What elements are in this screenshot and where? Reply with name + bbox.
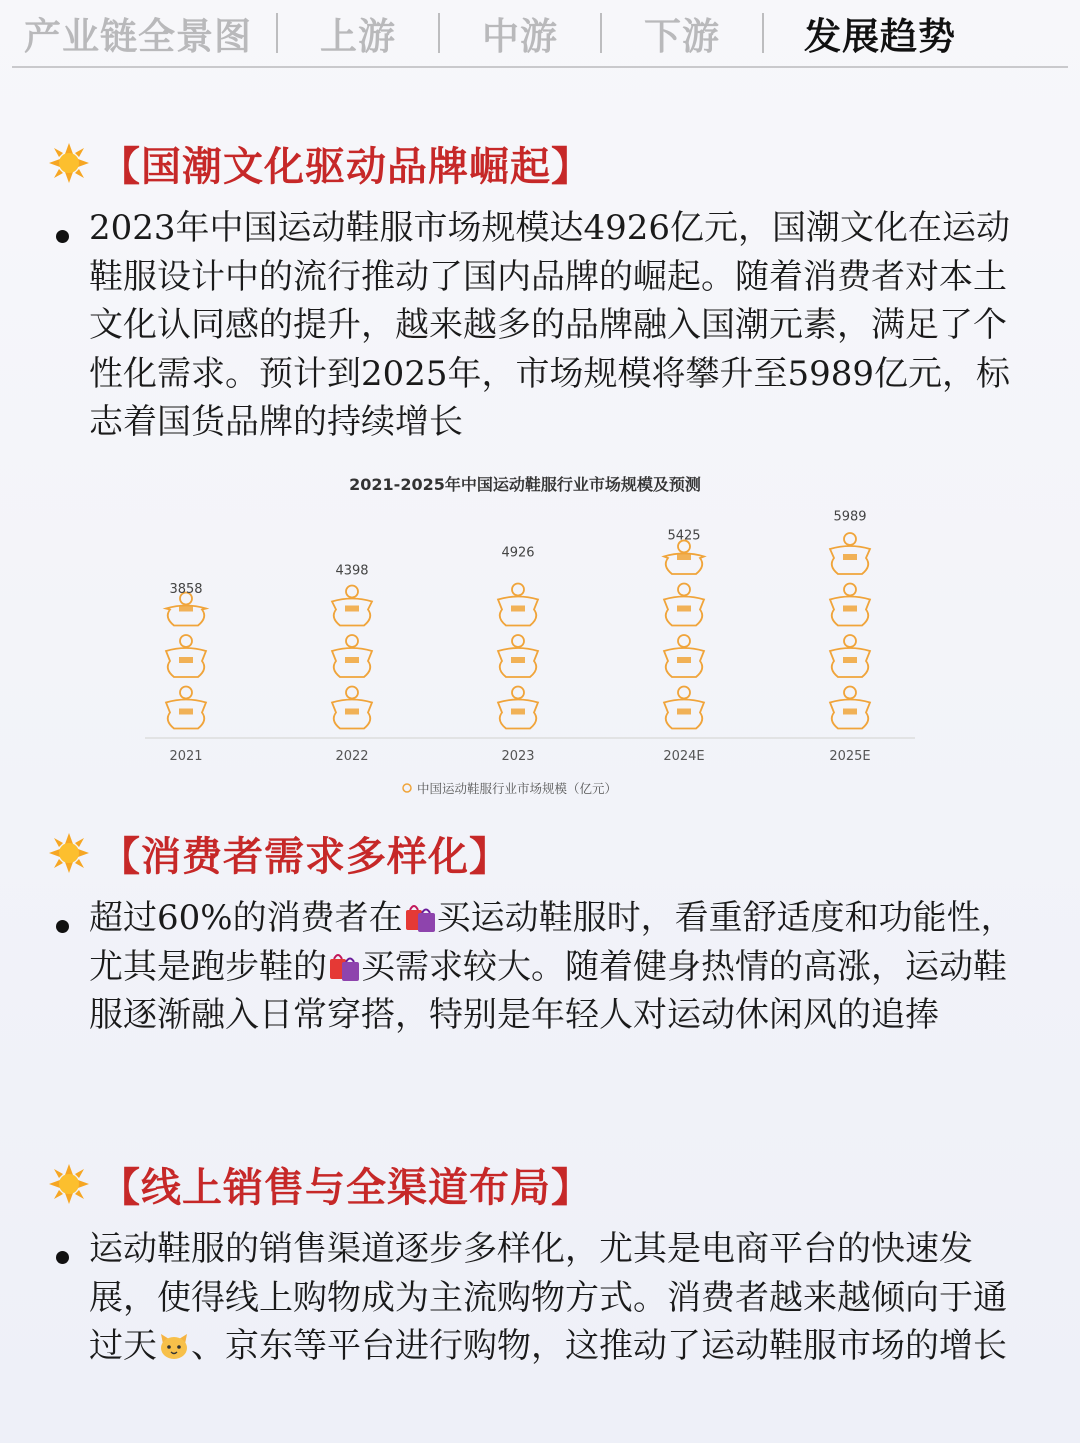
data-label: 5989 [833,509,867,525]
section-title: 【国潮文化驱动品牌崛起】 [100,142,592,190]
tab-trends[interactable]: 发展趋势 [804,14,956,58]
jersey-icon [166,687,206,729]
tab-divider [600,13,602,53]
tab-bar [12,0,1068,68]
paragraph-text: 买需求较大。随着健身热情的高涨，运动鞋服逐渐融入日常穿搭，特别是年轻人对运动休闲风的追捧 [89,946,1007,1035]
bar-2024E [664,540,704,728]
jersey-icon [498,584,538,626]
jersey-icon [498,687,538,729]
section-header [48,136,1038,190]
section-header [48,1157,1038,1211]
section-online [48,1157,1038,1371]
jersey-icon [332,585,372,625]
jersey-icon [664,687,704,729]
paragraph-text: 买运动鞋服时，看重舒适度和功能性，尤其是跑步鞋的 [89,898,1015,987]
tab-downstream[interactable]: 下游 [644,14,720,58]
cat-face-icon [157,1328,191,1362]
chart-title: 2021-2025年中国运动鞋服行业市场规模及预测 [349,475,701,494]
data-label: 3858 [169,581,203,597]
jersey-icon [830,635,870,677]
jersey-icon [332,635,372,677]
jersey-icon [664,635,704,677]
shopping-bags-icon [403,900,437,934]
jersey-icon [830,533,870,574]
bar-2023 [498,584,538,729]
legend-label: 中国运动鞋服行业市场规模（亿元） [417,781,618,796]
section-guochao [48,136,1038,447]
data-label: 5425 [667,528,701,544]
list-item [48,204,1038,447]
section-title: 【线上销售与全渠道布局】 [100,1163,592,1211]
bullet-dot [56,920,69,933]
x-tick-label: 2022 [335,749,369,764]
jersey-icon [498,635,538,677]
paragraph-text: 、京东等平台进行购物，这推动了运动鞋服市场的增长 [191,1326,1007,1366]
tab-upstream[interactable]: 上游 [320,14,396,58]
data-label: 4926 [501,545,535,561]
list-item [48,894,1038,1040]
bar-2022 [332,585,372,728]
shopping-bags-icon [327,949,361,983]
market-size-chart [145,468,935,808]
jersey-icon [664,540,704,574]
paragraph [89,1225,1029,1371]
jersey-icon [830,584,870,626]
x-tick-label: 2024E [663,749,705,764]
paragraph-text: 超过60%的消费者在 [89,898,403,938]
tab-divider [438,13,440,53]
x-tick-label: 2021 [169,749,203,764]
jersey-icon [830,687,870,729]
jersey-icon [166,635,206,677]
bar-2025E [830,533,870,729]
paragraph: 2023年中国运动鞋服市场规模达4926亿元，国潮文化在运动鞋服设计中的流行推动了国内品牌的崛起。随着消费者对本土文化认同感的提升，越来越多的品牌融入国潮元素，满足了个性化需求。预计到2025年，市场规模将攀升至5989亿元，标志着国货品牌的持续增长 [89,208,1011,442]
bar-2021 [166,593,206,729]
bullet-dot [56,230,69,243]
bullet-dot [56,1251,69,1264]
jersey-icon [664,584,704,626]
section-title: 【消费者需求多样化】 [100,832,510,880]
legend-swatch [403,784,411,792]
tab-midstream[interactable]: 中游 [482,14,558,58]
chart-svg [145,468,935,808]
section-demand [48,826,1038,1040]
tab-divider [762,13,764,53]
section-header [48,826,1038,880]
tab-industry-chain[interactable]: 产业链全景图 [24,14,252,58]
list-item [48,1225,1038,1371]
sun-icon [48,832,90,874]
tab-divider [276,13,278,53]
sun-icon [48,142,90,184]
paragraph [89,894,1029,1040]
data-label: 4398 [335,563,369,579]
paragraph-text: 运动鞋服的销售渠道逐步多样化，尤其是电商平台的快速发展，使得线上购物成为主流购物方式。消费者越来越倾向于通过天 [89,1229,1007,1366]
jersey-icon [166,593,206,626]
x-tick-label: 2025E [829,749,871,764]
x-tick-label: 2023 [501,749,535,764]
sun-icon [48,1163,90,1205]
jersey-icon [332,687,372,729]
